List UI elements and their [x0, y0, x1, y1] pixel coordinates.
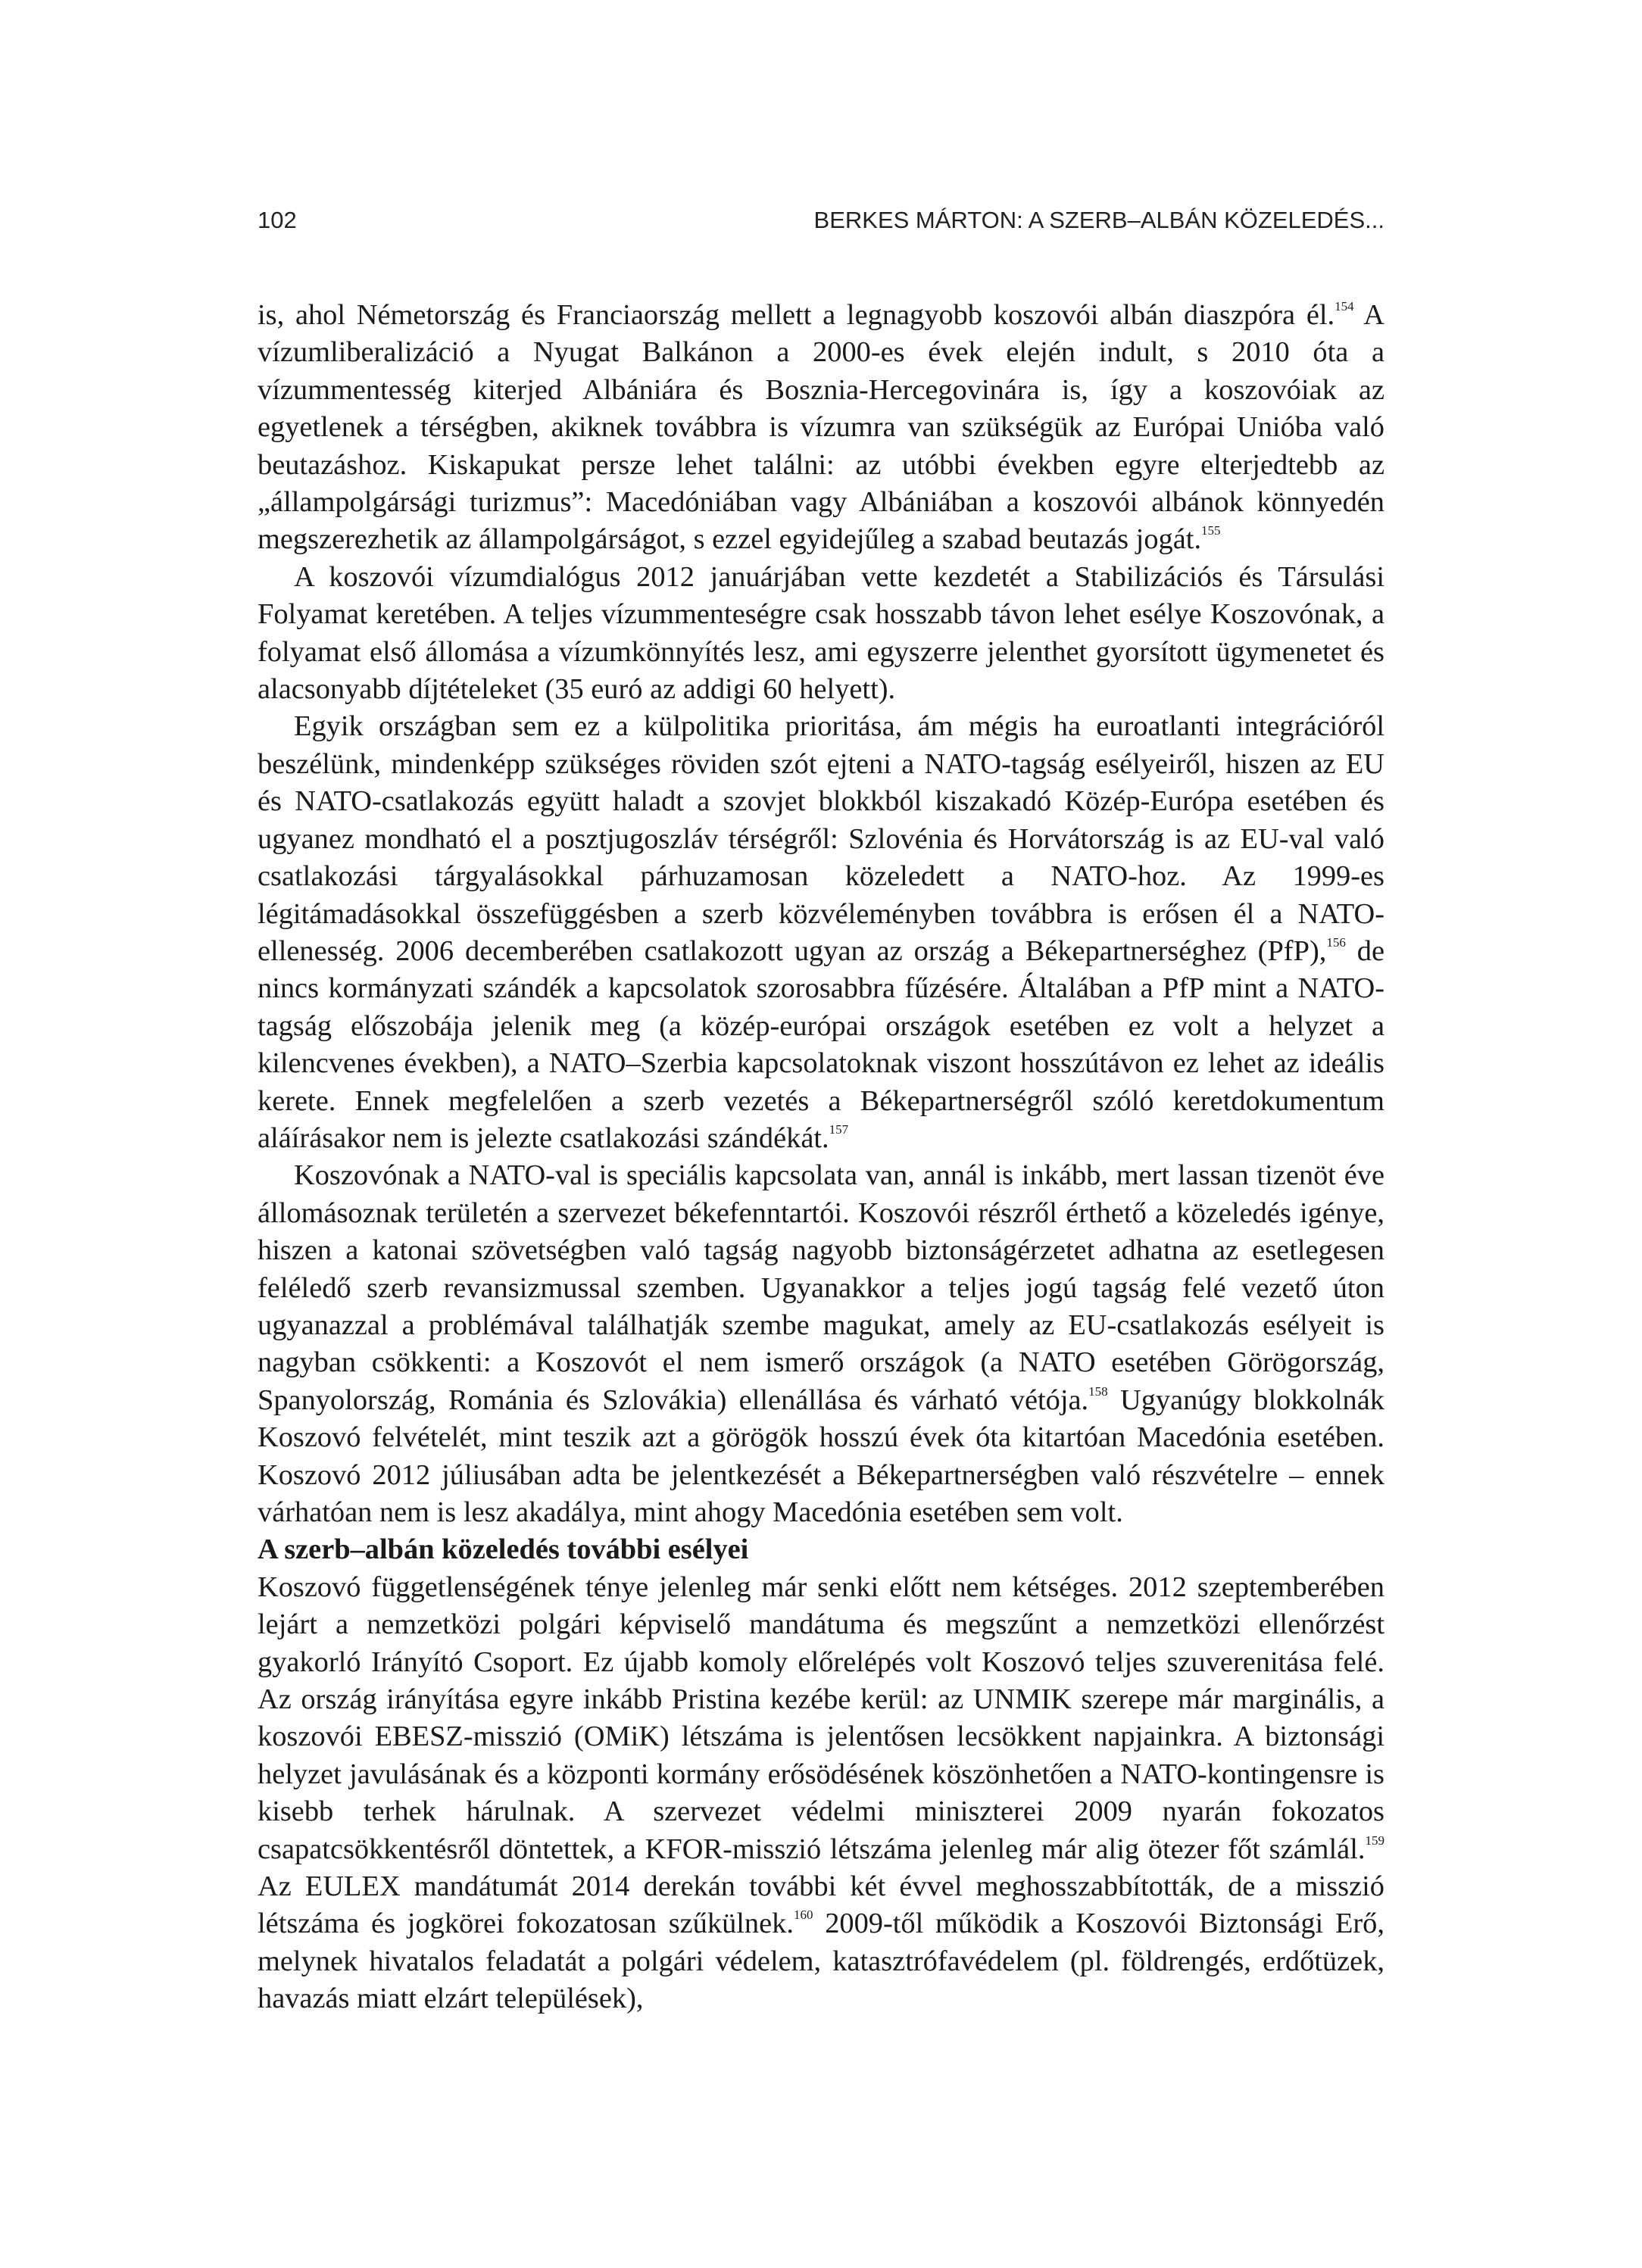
running-head: [258, 203, 1384, 238]
footnote-ref-155[interactable]: 155: [1201, 523, 1221, 538]
section-heading: A szerb–albán közeledés további esélyei: [258, 1533, 749, 1566]
text-run: Koszovó függetlenségének ténye jelenleg már senki előtt nem kétséges. 2012 szeptemberében lejárt a nemzetközi polgári képviselő mandátuma és megszűnt a nemzetközi ellenőrzést gyakorló Irányító Csoport. Ez újabb komoly előrelépés volt Koszovó teljes szuverenitása felé. Az ország irányítása egyre inkább Pristina kezébe kerül: az UNMIK szerepe már marginális, a koszovói EBESZ-misszió (OMiK) létszáma is jelentősen lecsökkent napjainkra. A biztonsági helyzet javulásának és a központi kormány erősödésének köszönhetően a NATO-kontingensre is kisebb terhek hárulnak. A szervezet védelmi miniszterei 2009 nyarán fokozatos csapatcsökkentésről döntettek, a KFOR-misszió létszáma jelenleg már alig ötezer főt számlál.: [258, 1571, 1384, 1865]
paragraph-1: [258, 297, 1384, 559]
paragraph-4: [258, 1157, 1384, 1531]
text-run: A vízumliberalizáció a Nyugat Balkánon a 2000-es évek elején indult, s 2010 óta a vízummentesség kiterjed Albániára és Bosznia-Hercegovinára is, így a koszovóiak az egyetlenek a térségben, akiknek továbbra is vízumra van szükségük az Európai Unióba való beutazáshoz. Kiskapukat persze lehet találni: az utóbbi években egyre elterjedtebb az „állampolgársági turizmus”: Macedóniában vagy Albániában a koszovói albánok könnyedén megszerezhetik az állampolgárságot, s ezzel egyidejűleg a szabad beutazás jogát.: [258, 299, 1384, 556]
footnote-ref-154[interactable]: 154: [1335, 299, 1354, 314]
body-text: [258, 297, 1384, 2018]
text-run: 2009-től működik a Koszovói Biztonsági Erő, melynek hivatalos feladatát a polgári védelem, katasztrófavédelem (pl. földrengés, erdőtüzek, havazás miatt elzárt települések),: [258, 1908, 1384, 2015]
running-title: BERKES MÁRTON: A SZERB–ALBÁN KÖZELEDÉS...: [813, 207, 1384, 233]
text-run: de nincs kormányzati szándék a kapcsolatok szorosabbra fűzésére. Általában a PfP mint a NATO-tagság előszobája jelenik meg (a közép-európai országok esetében ez volt a helyzet a kilencvenes években), a NATO–Szerbia kapcsolatoknak viszont hosszútávon ez lehet az ideális kerete. Ennek megfelelően a szerb vezetés a Békepartnerségről szóló keretdokumentum aláírásakor nem is jelezte csatlakozási szándékát.: [258, 934, 1384, 1154]
footnote-ref-159[interactable]: 159: [1365, 1833, 1384, 1848]
text-run: A koszovói vízumdialógus 2012 januárjában vette kezdetét a Stabilizációs és Társulási Folyamat keretében. A teljes vízummenteségre csak hosszabb távon lehet esélye Koszovónak, a folyamat első állomása a vízumkönnyítés lesz, ami egyszerre jelenthet gyorsított ügymenetet és alacsonyabb díjtételeket (35 euró az addigi 60 helyett).: [258, 560, 1384, 706]
text-run: is, ahol Németország és Franciaország mellett a legnagyobb koszovói albán diaszpóra él.: [258, 299, 1335, 331]
text-run: Egyik országban sem ez a külpolitika prioritása, ám mégis ha euroatlanti integrációról beszélünk, mindenképp szükséges röviden szót ejteni a NATO-tagság esélyeiről, hiszen az EU és NATO-csatlakozás együtt haladt a szovjet blokkból kiszakadó Közép-Európa esetében és ugyanez mondható el a posztjugoszláv térségről: Szlovénia és Horvátország is az EU-val való csatlakozási tárgyalásokkal párhuzamosan közeledett a NATO-hoz. Az 1999-es légitámadásokkal összefüggésben a szerb közvéleményben továbbra is erősen él a NATO-ellenesség. 2006 decemberében csatlakozott ugyan az ország a Békepartnerséghez (PfP),: [258, 710, 1384, 967]
footnote-ref-158[interactable]: 158: [1088, 1384, 1108, 1399]
text-run: Az EULEX mandátumát 2014 derekán további két évvel meghosszabbították, de a misszió létszáma és jogkörei fokozatosan szűkülnek.: [258, 1870, 1384, 1940]
footnote-ref-156[interactable]: 156: [1326, 934, 1346, 950]
text-run: Koszovónak a NATO-val is speciális kapcsolata van, annál is inkább, mert lassan tizenöt éve állomásoznak területén a szervezet békefenntartói. Koszovói részről érthető a közeledés igénye, hiszen a katonai szövetségben való tagság nagyobb biztonságérzetet adhatna az esetlegesen feléledő szerb revansizmussal szemben. Ugyanakkor a teljes jogú tagság felé vezető úton ugyanazzal a problémával találhatják szembe magukat, amely az EU-csatlakozás esélyeit is nagyban csökkenti: a Koszovót el nem ismerő országok (a NATO esetében Görögország, Spanyolország, Románia és Szlovákia) ellenállása és várható vétója.: [258, 1159, 1384, 1416]
footnote-ref-160[interactable]: 160: [793, 1908, 813, 1923]
paragraph-5: [258, 1569, 1384, 2018]
text-run: Ugyanúgy blokkolnák Koszovó felvételét, mint teszik azt a görögök hosszú évek óta kitartóan Macedónia esetében. Koszovó 2012 júliusában adta be jelentkezését a Békepartnerségben való részvételre – ennek várhatóan nem is lesz akadálya, mint ahogy Macedónia esetében sem volt.: [258, 1384, 1384, 1528]
page-number: 102: [258, 207, 297, 233]
paragraph-2: [258, 559, 1384, 709]
paragraph-3: [258, 708, 1384, 1157]
footnote-ref-157[interactable]: 157: [829, 1122, 849, 1137]
